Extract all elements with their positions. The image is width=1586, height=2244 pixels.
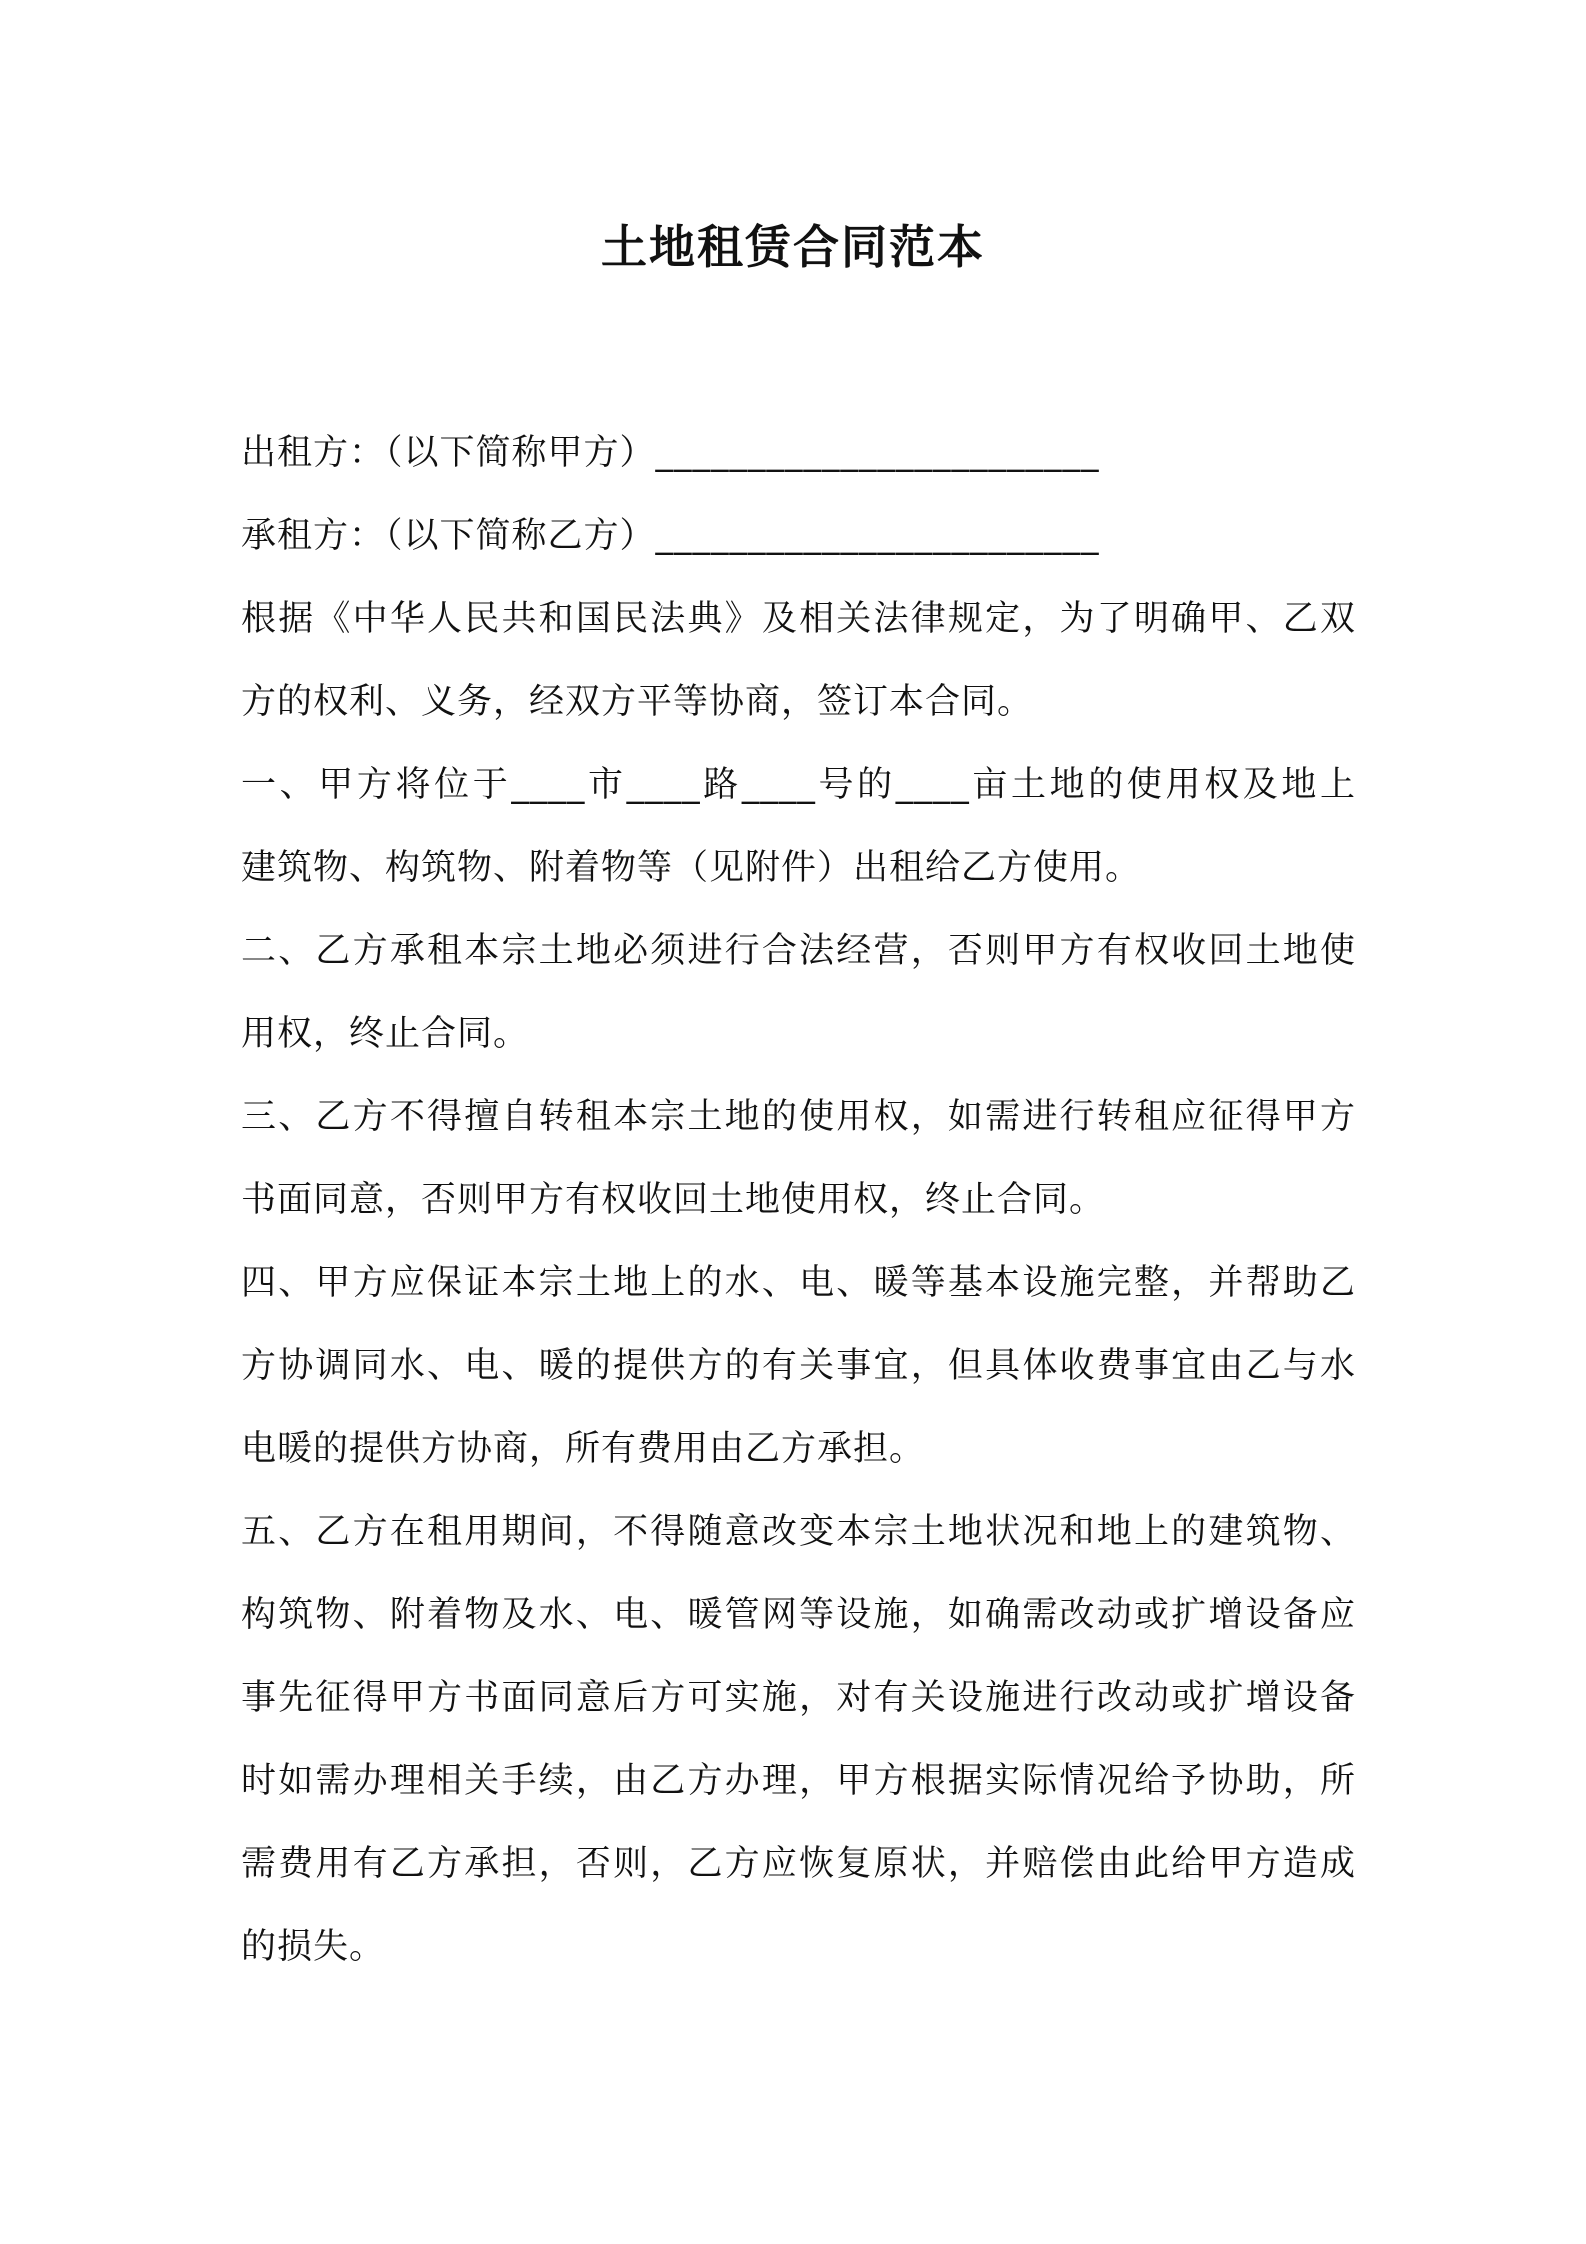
lessee-line: 承租方：（以下简称乙方）________________________ [241,516,1100,556]
clause-2-line: 二、乙方承租本宗土地必须进行合法经营，否则甲方有权收回土地使 [241,931,1356,971]
clause-5-line: 事先征得甲方书面同意后方可实施，对有关设施进行改动或扩增设备 [241,1678,1356,1718]
preamble-line: 方的权利、义务，经双方平等协商，签订本合同。 [241,682,1034,722]
document-title: 土地租赁合同范本 [601,220,985,274]
clause-4-line: 方协调同水、电、暖的提供方的有关事宜，但具体收费事宜由乙与水 [241,1346,1356,1386]
clause-2-line: 用权，终止合同。 [241,1014,530,1054]
clause-5-line: 需费用有乙方承担，否则，乙方应恢复原状，并赔偿由此给甲方造成 [241,1844,1356,1884]
clause-1-line: 一、甲方将位于____市____路____号的____亩土地的使用权及地上 [241,765,1356,805]
preamble-line: 根据《中华人民共和国民法典》及相关法律规定，为了明确甲、乙双 [241,599,1356,639]
clause-4-line: 四、甲方应保证本宗土地上的水、电、暖等基本设施完整，并帮助乙 [241,1263,1356,1303]
clause-5-line: 构筑物、附着物及水、电、暖管网等设施，如确需改动或扩增设备应 [241,1595,1356,1635]
clause-3-line: 书面同意，否则甲方有权收回土地使用权，终止合同。 [241,1180,1106,1220]
clause-3-line: 三、乙方不得擅自转租本宗土地的使用权，如需进行转租应征得甲方 [241,1097,1356,1137]
clause-4-line: 电暖的提供方协商，所有费用由乙方承担。 [241,1429,926,1469]
clause-5-line: 五、乙方在租用期间，不得随意改变本宗土地状况和地上的建筑物、 [241,1512,1356,1552]
contract-body [241,412,1356,1989]
clause-5-line: 时如需办理相关手续，由乙方办理，甲方根据实际情况给予协助，所 [241,1761,1356,1801]
clause-5-line: 的损失。 [241,1927,386,1967]
lessor-line: 出租方：（以下简称甲方）________________________ [241,433,1100,473]
clause-1-line: 建筑物、构筑物、附着物等（见附件）出租给乙方使用。 [241,848,1142,888]
